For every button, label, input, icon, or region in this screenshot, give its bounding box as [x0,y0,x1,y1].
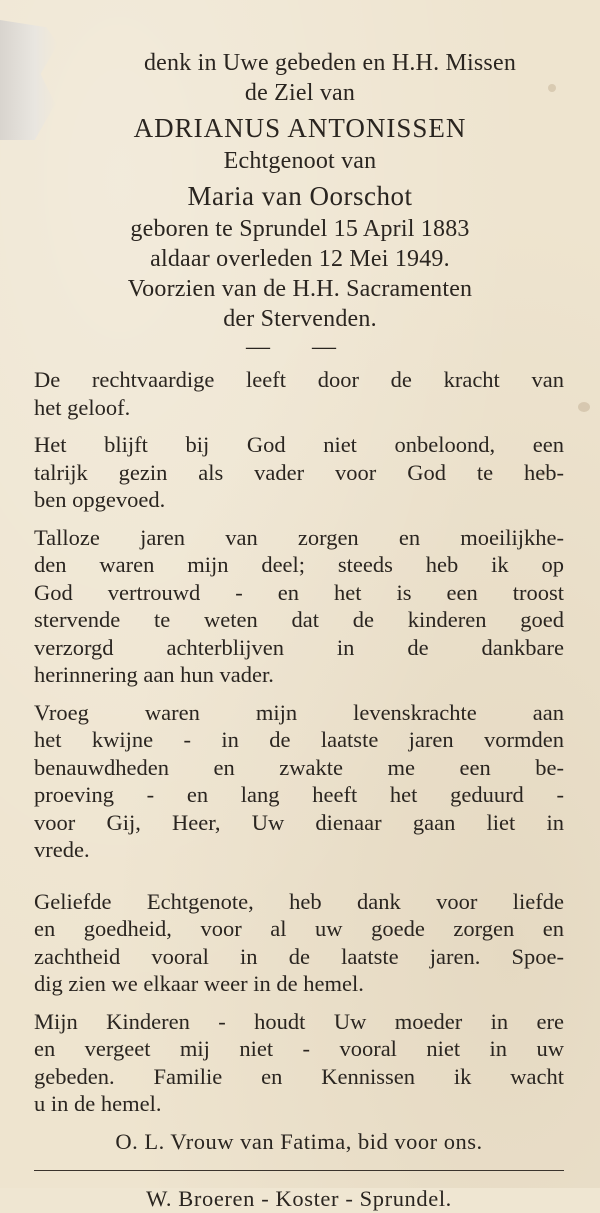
paragraph [34,366,564,421]
paragraph-line: het geloof. [34,394,131,420]
death-line: aldaar overleden 12 Mei 1949. [150,246,450,272]
paragraph [34,431,564,514]
paragraph-gap [34,874,564,888]
birth-line: geboren te Sprundel 15 April 1883 [130,216,470,242]
paragraph-line: stervende te weten dat de kinderen goed [34,607,564,632]
paragraph-line: zachtheid vooral in de laatste jaren. Spoe- [34,943,564,969]
spouse-name: Maria van Oorschot [187,181,413,211]
printer-line: W. Broeren - Koster - Sprundel. [146,1185,452,1211]
paragraph-line: u in de hemel. [34,1091,162,1116]
paragraph-line: het kwijne - in de laatste jaren vormden [34,727,564,752]
paragraph [34,699,564,864]
paragraph-line: Geliefde Echtgenote, heb dank voor liefde [34,888,564,914]
paragraph-line: gebeden. Familie en Kennissen ik wacht [34,1063,564,1089]
prayer-line: O. L. Vrouw van Fatima, bid voor ons. [115,1128,483,1154]
paragraph-line: talrijk gezin als vader voor God te heb- [34,459,564,485]
soul-of-line: de Ziel van [244,80,356,106]
paragraph-line: den waren mijn deel; steeds heb ik op [34,552,564,577]
paragraph-line: proeving - en lang heeft het geduurd - [34,782,564,807]
sacraments-line-2: der Stervenden. [223,306,377,332]
paragraph-line: en goedheid, voor al uw goede zorgen en [34,916,564,941]
deceased-name: ADRIANUS ANTONISSEN [133,113,467,143]
paragraph-line: Mijn Kinderen - houdt Uw moeder in ere [34,1008,564,1034]
paragraph-line: Het blijft bij God niet onbeloond, een [34,432,564,457]
paragraph-line: ben opgevoed. [34,487,166,512]
paragraph-line: voor Gij, Heer, Uw dienaar gaan liet in [34,809,564,835]
paragraph-line: Talloze jaren van zorgen en moeilijkhe- [34,524,564,550]
invocation-line: denk in Uwe gebeden en H.H. Missen [143,50,517,76]
paragraph-line: en vergeet mij niet - vooral niet in uw [34,1036,564,1061]
paragraph [34,1008,564,1118]
paragraph [34,524,564,689]
paragraph-line: verzorgd achterblijven in de dankbare [34,634,564,660]
paragraph-line: herinnering aan hun vader. [34,662,274,687]
paragraph-line: vrede. [34,837,90,862]
card-header [0,48,600,358]
paragraph-line: God vertrouwd - en het is een troost [34,579,564,605]
separator: — — [246,334,354,360]
sacraments-line-1: Voorzien van de H.H. Sacramenten [127,276,473,302]
stain-mark [578,402,590,412]
relation-line: Echtgenoot van [223,148,377,174]
card-body [34,366,564,1213]
paragraph-line: Vroeg waren mijn levenskrachte aan [34,699,564,725]
paragraph-line: dig zien we elkaar weer in de hemel. [34,971,364,996]
paragraph [34,888,564,998]
divider-rule [34,1170,564,1171]
paragraph-line: De rechtvaardige leeft door de kracht van [34,367,564,392]
paragraphs [34,366,564,1118]
paragraph-line: benauwdheden en zwakte me een be- [34,754,564,780]
